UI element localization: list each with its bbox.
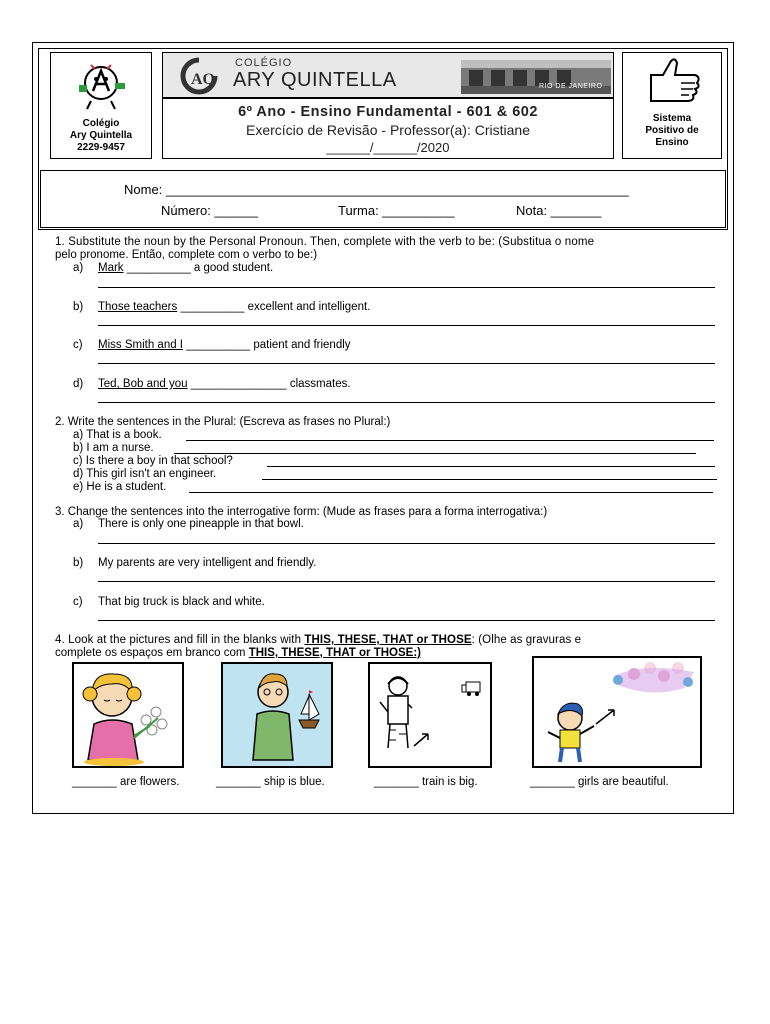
school-mascot-logo bbox=[51, 53, 151, 111]
q2-e-text: e) He is a student. bbox=[73, 481, 167, 493]
q4-instr2-bold: THIS, THESE, THAT or THOSE:) bbox=[248, 647, 421, 659]
q1-d-answer-line[interactable] bbox=[98, 402, 715, 403]
q1-d-rest: classmates. bbox=[286, 378, 351, 390]
q3-a-answer-line[interactable] bbox=[98, 543, 715, 544]
system-caption-line1: Sistema bbox=[652, 113, 692, 124]
q2-item-d bbox=[73, 468, 216, 481]
q1-d-gap[interactable]: _______________ bbox=[187, 378, 287, 390]
banner-small-text: COLÉGIO bbox=[235, 57, 293, 69]
q1-item-d bbox=[73, 378, 351, 391]
name-line: ________________________________________________________________ bbox=[165, 182, 629, 197]
title-box bbox=[162, 98, 614, 159]
q3-b-text: My parents are very intelligent and friendly. bbox=[98, 557, 317, 569]
school-logo-box bbox=[50, 52, 152, 159]
boy-pointing-train-illustration bbox=[370, 664, 490, 766]
q3-c-letter: c) bbox=[73, 596, 83, 608]
banner-emblem bbox=[171, 54, 227, 98]
q2-a-text: a) That is a book. bbox=[73, 429, 162, 441]
q2-item-c bbox=[73, 455, 233, 468]
picture-boy-ship bbox=[221, 662, 333, 768]
student-info-box bbox=[40, 170, 726, 228]
q2-b-answer-line[interactable] bbox=[174, 453, 696, 454]
class-field[interactable]: Turma: __________ bbox=[338, 203, 455, 218]
q1-a-answer-line[interactable] bbox=[98, 287, 715, 288]
q1-a-gap[interactable]: __________ bbox=[123, 262, 191, 274]
q1-c-letter: c) bbox=[73, 339, 83, 351]
q4-instr-pre: 4. Look at the pictures and fill in the blanks with bbox=[55, 634, 305, 646]
q3-item-a bbox=[73, 518, 304, 531]
school-banner bbox=[162, 52, 614, 98]
q1-b-rest: excellent and intelligent. bbox=[244, 301, 371, 313]
q1-b-noun: Those teachers bbox=[98, 301, 178, 313]
grade-field[interactable]: Nota: _______ bbox=[516, 203, 602, 218]
q4-instr2-pre: complete os espaços em branco com bbox=[55, 647, 249, 659]
q3-b-letter: b) bbox=[73, 557, 84, 569]
banner-city-tag: RIO DE JANEIRO bbox=[539, 83, 603, 90]
school-caption-line2: Ary Quintella bbox=[69, 130, 133, 141]
title-exercise: Exercício de Revisão - Professor(a): Cristiane bbox=[246, 122, 530, 138]
q1-d-letter: d) bbox=[73, 378, 84, 390]
q3-item-b bbox=[73, 557, 316, 570]
school-building-photo bbox=[461, 56, 611, 96]
q1-c-noun: Miss Smith and I bbox=[98, 339, 183, 351]
picture-girl-flowers bbox=[72, 662, 184, 768]
q1-item-b bbox=[73, 301, 370, 314]
picture-boy-girls bbox=[532, 656, 702, 768]
q1-c-rest: patient and friendly bbox=[250, 339, 351, 351]
q4-instr-post: : (Olhe as gravuras e bbox=[471, 634, 582, 646]
system-caption-line2: Positivo de bbox=[645, 125, 699, 136]
q2-e-answer-line[interactable] bbox=[189, 492, 713, 493]
q1-item-c bbox=[73, 339, 351, 352]
svg-text:AQ: AQ bbox=[191, 71, 215, 88]
caption-ship[interactable]: _______ ship is blue. bbox=[216, 776, 325, 788]
thumbs-up-icon bbox=[623, 53, 721, 113]
q2-d-answer-line[interactable] bbox=[262, 479, 717, 480]
q3-b-answer-line[interactable] bbox=[98, 581, 715, 582]
q1-c-gap[interactable]: __________ bbox=[183, 339, 251, 351]
number-field[interactable]: Número: ______ bbox=[161, 203, 258, 218]
q1-c-answer-line[interactable] bbox=[98, 363, 715, 364]
q2-item-b bbox=[73, 442, 154, 455]
system-caption-line3: Ensino bbox=[655, 137, 689, 148]
q3-a-text: There is only one pineapple in that bowl. bbox=[98, 518, 304, 530]
caption-train[interactable]: _______ train is big. bbox=[374, 776, 478, 788]
q4-instruction-line1 bbox=[55, 634, 581, 647]
q1-instruction-line2: pelo pronome. Então, complete com o verbo to be:) bbox=[55, 249, 318, 261]
name-label: Nome: bbox=[124, 182, 166, 197]
q1-b-answer-line[interactable] bbox=[98, 325, 715, 326]
q4-instr-bold: THIS, THESE, THAT or THOSE bbox=[304, 634, 472, 646]
q2-b-text: b) I am a nurse. bbox=[73, 442, 154, 454]
q1-item-a bbox=[73, 262, 273, 275]
q1-a-letter: a) bbox=[73, 262, 84, 274]
q1-b-gap[interactable]: __________ bbox=[177, 301, 245, 313]
q2-item-a bbox=[73, 429, 162, 442]
picture-boy-train bbox=[368, 662, 492, 768]
caption-flowers[interactable]: _______ are flowers. bbox=[72, 776, 180, 788]
system-logo-box bbox=[622, 52, 722, 159]
q1-d-noun: Ted, Bob and you bbox=[98, 378, 188, 390]
q3-instruction: 3. Change the sentences into the interrogative form: (Mude as frases para a forma interrogativa:) bbox=[55, 506, 548, 518]
q2-c-text: c) Is there a boy in that school? bbox=[73, 455, 233, 467]
caption-girls[interactable]: _______ girls are beautiful. bbox=[530, 776, 669, 788]
school-caption-line1: Colégio bbox=[82, 118, 120, 129]
boy-with-ship-illustration bbox=[223, 664, 331, 766]
boy-pointing-girls-illustration bbox=[534, 658, 700, 766]
q3-a-letter: a) bbox=[73, 518, 84, 530]
q2-instruction: 2. Write the sentences in the Plural: (Escreva as frases no Plural:) bbox=[55, 416, 391, 428]
q1-a-noun: Mark bbox=[98, 262, 124, 274]
q2-d-text: d) This girl isn't an engineer. bbox=[73, 468, 217, 480]
title-date: ______/______/2020 bbox=[326, 140, 450, 155]
q2-item-e bbox=[73, 481, 166, 494]
q3-item-c bbox=[73, 596, 265, 609]
q1-b-letter: b) bbox=[73, 301, 84, 313]
girl-with-flowers-illustration bbox=[74, 664, 182, 766]
title-grade: 6º Ano - Ensino Fundamental - 601 & 602 bbox=[238, 104, 538, 120]
q1-instruction-line1: 1. Substitute the noun by the Personal Pronoun. Then, complete with the verb to be: (Substitua o nome bbox=[55, 236, 595, 248]
school-caption-line3: 2229-9457 bbox=[77, 142, 125, 153]
q4-instruction-line2 bbox=[55, 647, 421, 660]
q2-c-answer-line[interactable] bbox=[267, 466, 715, 467]
q3-c-answer-line[interactable] bbox=[98, 620, 715, 621]
banner-school-name: ARY QUINTELLA bbox=[233, 69, 397, 91]
q1-a-rest: a good student. bbox=[190, 262, 274, 274]
q2-a-answer-line[interactable] bbox=[186, 440, 714, 441]
q3-c-text: That big truck is black and white. bbox=[98, 596, 265, 608]
name-field[interactable] bbox=[124, 183, 629, 196]
